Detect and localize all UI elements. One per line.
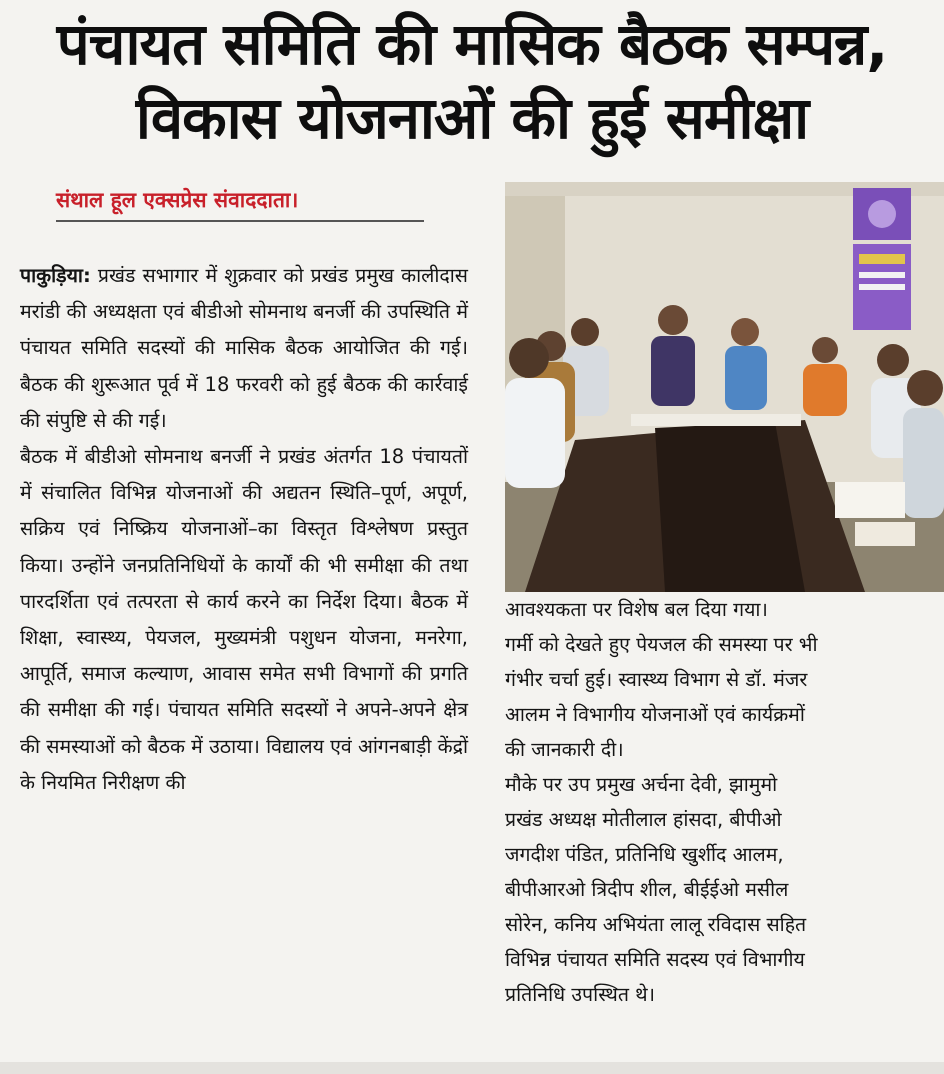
- byline: संथाल हूल एक्सप्रेस संवाददाता।: [56, 186, 424, 222]
- right-line-11: विभिन्न पंचायत समिति सदस्य एवं विभागीय: [505, 948, 805, 971]
- headline-line-1: पंचायत समिति की मासिक बैठक सम्पन्न,: [56, 10, 888, 78]
- right-line-3: गंभीर चर्चा हुई। स्वास्थ्य विभाग से डॉ. मंजर: [505, 668, 808, 691]
- right-line-8: जगदीश पंडित, प्रतिनिधि खुर्शीद आलम,: [505, 843, 784, 866]
- article-paragraph-2: बैठक में बीडीओ सोमनाथ बनर्जी ने प्रखंड अंतर्गत 18 पंचायतों में संचालित विभिन्न योजनाओं की अद्यतन स्थिति–पूर्ण, अपूर्ण, सक्रिय एवं निष्क्रिय योजनाओं–का विस्तृत विश्लेषण प्रस्तुत किया। उन्होंने जनप्रतिनिधियों के कार्यों की भी समीक्षा की तथा पारदर्शिता एवं तत्परता से कार्य करने का निर्देश दिया। बैठक में शिक्षा, स्वास्थ्य, पेयजल, मुख्यमंत्री पशुधन योजना, मनरेगा, आपूर्ति, समाज कल्याण, आवास समेत सभी विभागों की प्रगति की समीक्षा की गई। पंचायत समिति सदस्यों ने अपने-अपने क्षेत्र की समस्याओं को बैठक में उठाया। विद्यालय एवं आंगनबाड़ी केंद्रों के नियमित निरीक्षण की: [20, 445, 468, 794]
- headline-line-2: विकास योजनाओं की हुई समीक्षा: [135, 84, 809, 152]
- article-body-left: [20, 258, 468, 801]
- right-line-2: गर्मी को देखते हुए पेयजल की समस्या पर भी: [505, 633, 818, 656]
- right-line-12: प्रतिनिधि उपस्थित थे।: [505, 983, 656, 1006]
- right-line-4: आलम ने विभागीय योजनाओं एवं कार्यक्रमों: [505, 703, 805, 726]
- dateline: पाकुड़िया:: [20, 264, 91, 287]
- right-line-9: बीपीआरओ त्रिदीप शील, बीईईओ मसील: [505, 878, 789, 901]
- right-line-10: सोरेन, कनिय अभियंता लालू रविदास सहित: [505, 913, 807, 936]
- headline: [0, 8, 944, 156]
- article-body-right: [505, 592, 944, 1012]
- article-paragraph-1: [20, 258, 468, 439]
- right-line-5: की जानकारी दी।: [505, 738, 624, 761]
- paragraph-1-text: प्रखंड सभागार में शुक्रवार को प्रखंड प्रमुख कालीदास मरांडी की अध्यक्षता एवं बीडीओ सोमनाथ बनर्जी की उपस्थिति में पंचायत समिति सदस्यों की मासिक बैठक आयोजित की गई। बैठक की शुरूआत पूर्व में 18 फरवरी को हुई बैठक की कार्रवाई की संपुष्टि से की गई।: [20, 264, 468, 432]
- right-line-7: प्रखंड अध्यक्ष मोतीलाल हांसदा, बीपीओ: [505, 808, 782, 831]
- meeting-photo: [505, 182, 944, 592]
- right-line-6: मौके पर उप प्रमुख अर्चना देवी, झामुमो: [505, 773, 778, 796]
- right-line-1: आवश्यकता पर विशेष बल दिया गया।: [505, 598, 768, 621]
- meeting-photo-image: [505, 182, 944, 592]
- page-bottom-strip: [0, 1062, 944, 1074]
